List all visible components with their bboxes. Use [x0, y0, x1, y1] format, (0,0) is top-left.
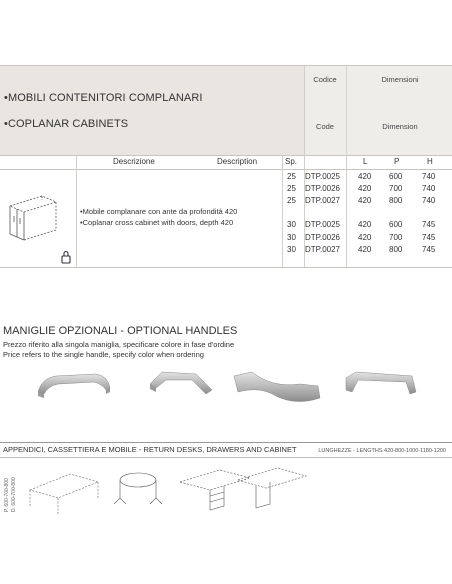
side-label-p: P. 600-700-800 — [4, 478, 10, 512]
row-p: 800 — [389, 196, 403, 205]
row-sp: 30 — [287, 245, 296, 254]
row-h: 740 — [422, 172, 436, 181]
handle-4 — [346, 372, 416, 394]
lengths-en: - LENGTHS 420-800-1000-1180-1200 — [351, 448, 446, 454]
desk-round-drawing — [114, 473, 162, 504]
row-l: 420 — [358, 233, 372, 242]
handle-2 — [150, 372, 212, 394]
lengths-label — [318, 448, 446, 454]
row-code: DTP.0025 — [305, 172, 340, 181]
title-italian: •MOBILI CONTENITORI COMPLANARI — [4, 92, 203, 104]
divider — [282, 155, 283, 267]
dimension-label-en: Dimension — [382, 122, 418, 131]
handles-title-en: - OPTIONAL HANDLES — [117, 325, 238, 337]
cabinet-drawing — [4, 180, 72, 266]
lock-icon — [62, 252, 70, 264]
row-p: 700 — [389, 184, 403, 193]
row-sp: 30 — [287, 220, 296, 229]
dimension-label-it: Dimensioni — [381, 75, 419, 84]
row-sp: 25 — [287, 196, 296, 205]
handles-title-it: MANIGLIE OPZIONALI — [3, 325, 118, 337]
appendici-title-it: APPENDICI, CASSETTIERA E MOBILE — [3, 445, 137, 454]
divider — [346, 66, 347, 156]
row-code: DTP.0026 — [305, 233, 340, 242]
header-title-panel — [0, 66, 304, 156]
row-h: 740 — [422, 196, 436, 205]
header-columns-panel — [304, 66, 452, 156]
col-descrizione: Descrizione — [113, 157, 155, 166]
col-h: H — [427, 157, 433, 166]
desk-return-drawing — [30, 474, 98, 514]
row-l: 420 — [358, 184, 372, 193]
divider — [346, 155, 347, 267]
row-h: 745 — [422, 245, 436, 254]
row-l: 420 — [358, 220, 372, 229]
row-p: 700 — [389, 233, 403, 242]
row-l: 420 — [358, 245, 372, 254]
appendici-title-en: - RETURN DESKS, DRAWERS AND CABINET — [136, 445, 297, 454]
product-desc-it: •Mobile complanare con ante da profondità 420 — [80, 207, 238, 216]
divider — [0, 442, 452, 443]
row-p: 600 — [389, 172, 403, 181]
side-label-d: D. 600-700-800 — [11, 477, 17, 512]
handles-row — [0, 362, 452, 424]
handle-1 — [38, 374, 110, 398]
product-desc-en: •Coplanar cross cabinet with doors, depth 420 — [80, 218, 234, 227]
row-code: DTP.0027 — [305, 245, 340, 254]
row-code: DTP.0027 — [305, 196, 340, 205]
handles-note-en: Price refers to the single handle, specify color when ordering — [3, 350, 204, 359]
col-sp: Sp. — [285, 157, 298, 166]
row-p: 600 — [389, 220, 403, 229]
row-sp: 25 — [287, 172, 296, 181]
row-code: DTP.0025 — [305, 220, 340, 229]
col-description: Description — [217, 157, 258, 166]
divider — [0, 155, 452, 156]
product-header — [0, 65, 452, 155]
row-h: 745 — [422, 233, 436, 242]
cabinet-small-drawing — [238, 468, 306, 508]
desk-drawings — [20, 460, 450, 520]
row-sp: 30 — [287, 233, 296, 242]
divider — [0, 457, 452, 458]
handles-title — [3, 325, 237, 337]
divider — [0, 267, 452, 268]
code-label-it: Codice — [313, 75, 337, 84]
col-l: L — [363, 157, 368, 166]
handles-note-it: Prezzo riferito alla singola maniglia, specificare colore in fase d'ordine — [3, 340, 235, 349]
desk-drawer-drawing — [180, 470, 250, 510]
row-h: 740 — [422, 184, 436, 193]
divider — [0, 169, 452, 170]
row-h: 745 — [422, 220, 436, 229]
row-sp: 25 — [287, 184, 296, 193]
row-code: DTP.0026 — [305, 184, 340, 193]
row-l: 420 — [358, 172, 372, 181]
title-english: •COPLANAR CABINETS — [4, 118, 129, 130]
divider — [76, 155, 77, 267]
handle-3 — [234, 372, 320, 402]
row-l: 420 — [358, 196, 372, 205]
appendici-title — [3, 445, 297, 454]
row-p: 800 — [389, 245, 403, 254]
code-label-en: Code — [316, 122, 334, 131]
col-p: P — [394, 157, 400, 166]
lengths-it: LUNGHEZZE — [318, 448, 352, 454]
